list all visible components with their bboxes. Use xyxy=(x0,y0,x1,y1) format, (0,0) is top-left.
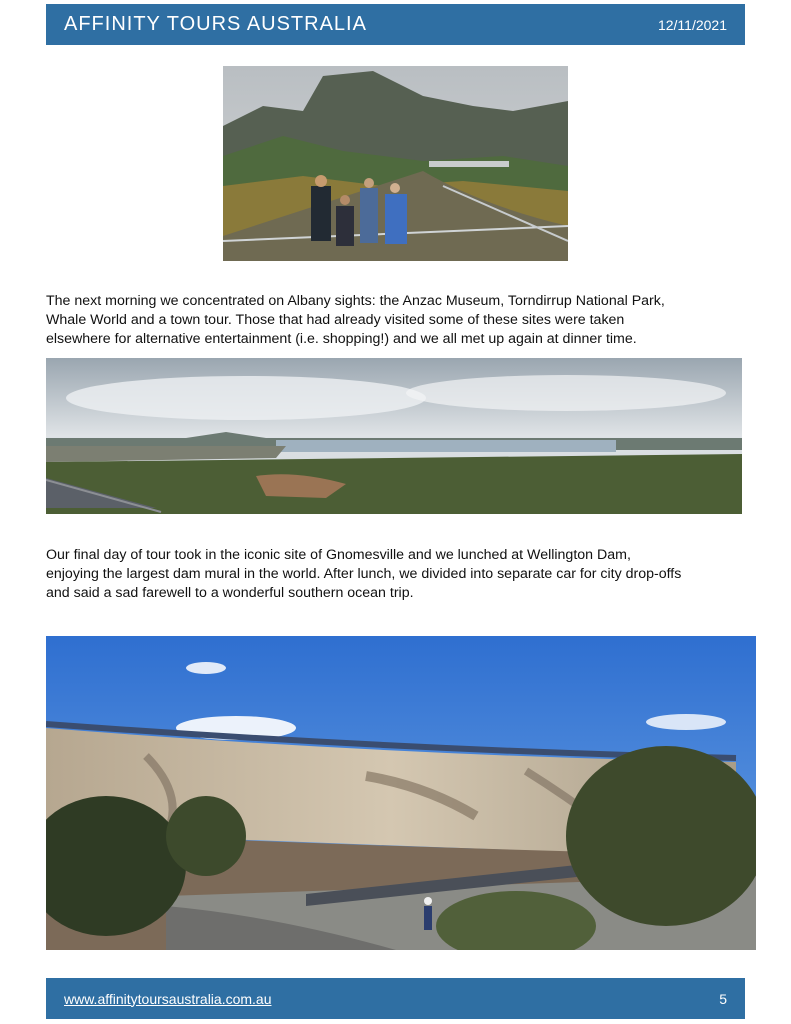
paragraph-line: Our final day of tour took in the iconic site of Gnomesville and we lunched at Wellington Dam, xyxy=(46,547,631,563)
paragraph-final-day xyxy=(46,546,746,603)
paragraph-line: The next morning we concentrated on Albany sights: the Anzac Museum, Torndirrup National Park, xyxy=(46,293,665,309)
footer-website-link[interactable]: www.affinitytoursaustralia.com.au xyxy=(64,990,272,1007)
paragraph-line: elsewhere for alternative entertainment (i.e. shopping!) and we all met up again at dinner time. xyxy=(46,331,637,347)
photo-mountain-group xyxy=(223,66,568,261)
header-title: AFFINITY TOURS AUSTRALIA xyxy=(64,13,367,35)
paragraph-albany-sights xyxy=(46,292,746,349)
page-header xyxy=(46,4,745,45)
photo-wellington-dam xyxy=(46,636,756,950)
photo-panorama xyxy=(46,358,742,514)
paragraph-line: Whale World and a town tour. Those that had already visited some of these sites were taken xyxy=(46,312,625,328)
paragraph-line: enjoying the largest dam mural in the world. After lunch, we divided into separate car for city drop-offs xyxy=(46,566,682,582)
page-footer xyxy=(46,978,745,1019)
page-number: 5 xyxy=(719,990,727,1007)
header-date: 12/11/2021 xyxy=(657,16,727,33)
paragraph-line: and said a sad farewell to a wonderful southern ocean trip. xyxy=(46,585,414,601)
